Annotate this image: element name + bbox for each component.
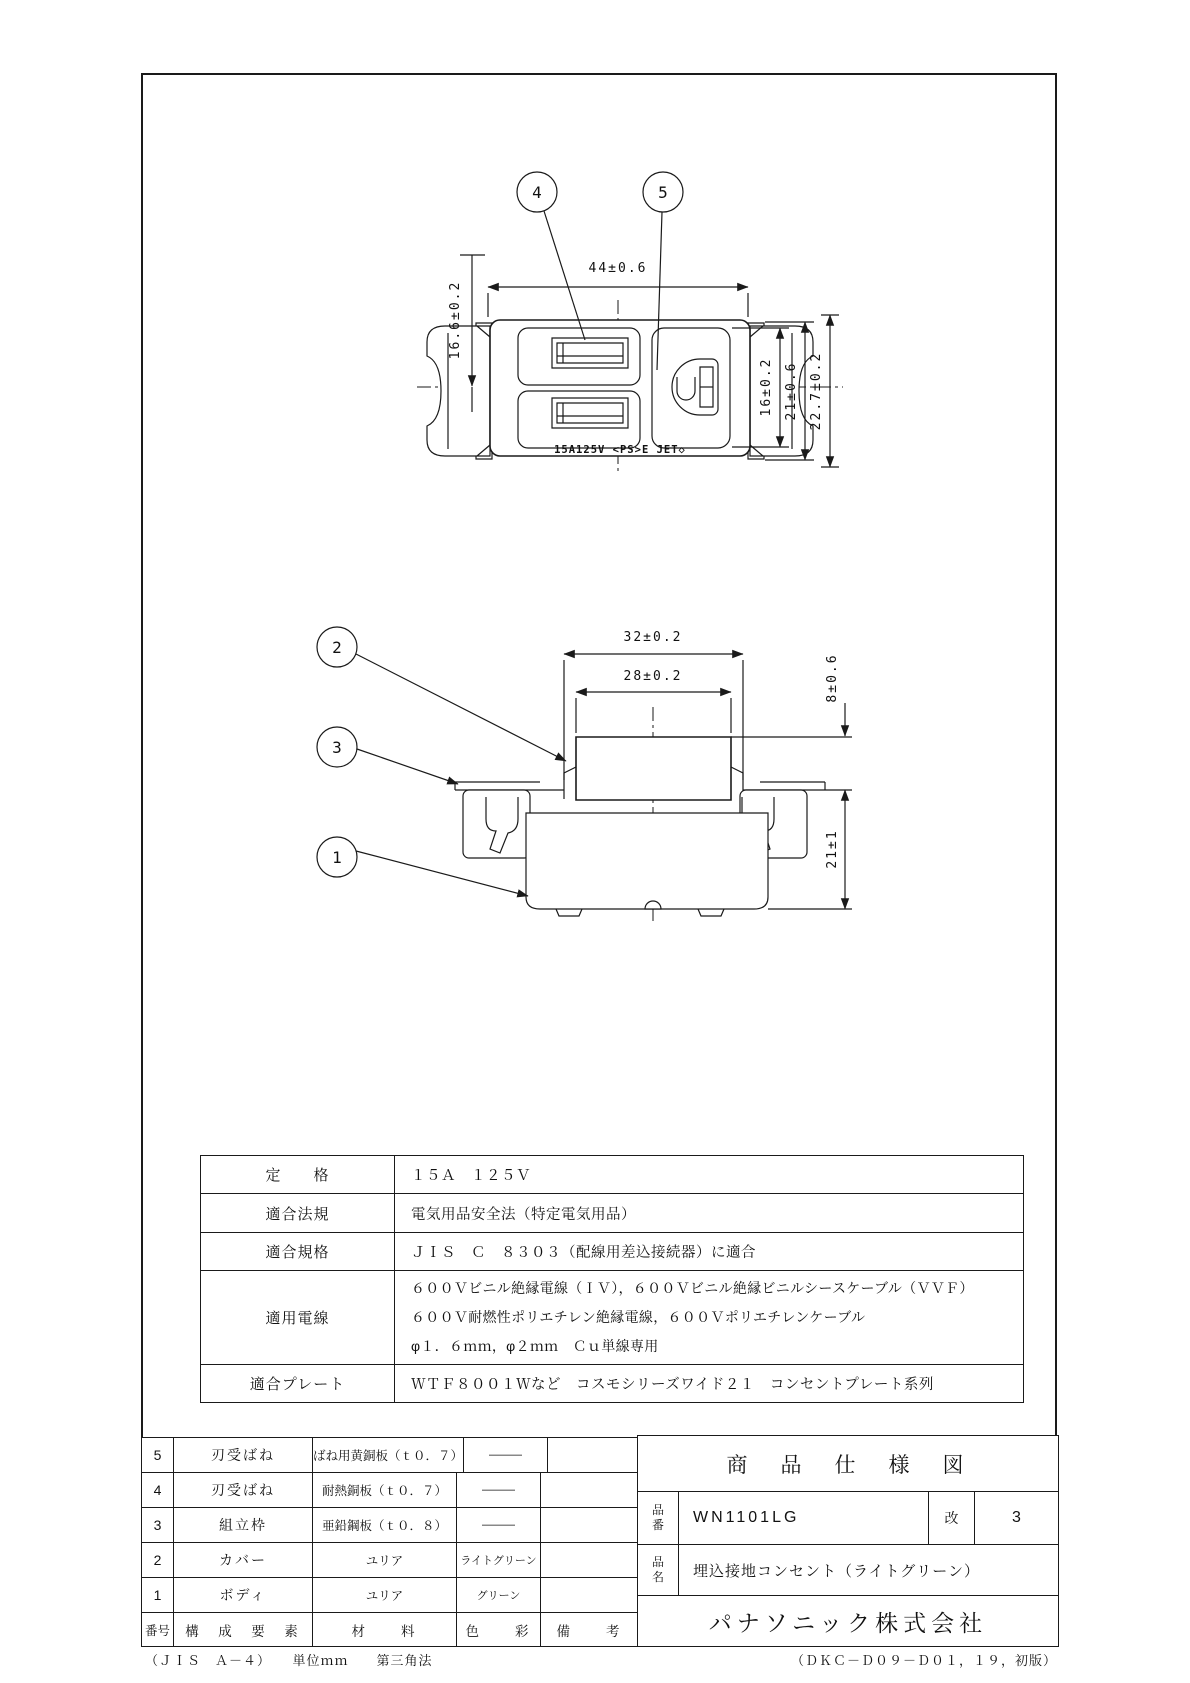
callout-4 bbox=[517, 172, 585, 340]
table-row bbox=[201, 1364, 1023, 1402]
revision-value: 3 bbox=[1012, 1509, 1021, 1526]
table-row bbox=[201, 1156, 1023, 1193]
part-material: 耐熱銅板（ｔ０．７） bbox=[313, 1473, 457, 1507]
spec-value bbox=[395, 1271, 1023, 1364]
spec-label: 適合プレート bbox=[201, 1365, 395, 1402]
svg-text:21±0.6: 21±0.6 bbox=[784, 361, 799, 421]
body-outline bbox=[526, 813, 768, 916]
face-marking-text: 15A125V <PS>E JET◇ bbox=[554, 444, 686, 456]
svg-text:16±0.2: 16±0.2 bbox=[759, 357, 774, 417]
front-view-drawing bbox=[415, 160, 845, 490]
part-number-value: WN1101LG bbox=[693, 1509, 800, 1526]
cover-tab-left bbox=[564, 767, 576, 799]
header-color: 色 彩 bbox=[457, 1613, 541, 1646]
part-material: 亜鉛鋼板（ｔ０．８） bbox=[313, 1508, 457, 1542]
spec-value: 電気用品安全法（特定電気用品） bbox=[411, 1206, 636, 1223]
svg-text:44±0.6: 44±0.6 bbox=[588, 261, 648, 276]
header-material: 材 料 bbox=[313, 1613, 457, 1646]
table-row bbox=[142, 1578, 638, 1613]
part-color: ——— bbox=[464, 1438, 548, 1472]
svg-text:3: 3 bbox=[332, 738, 342, 757]
parts-table bbox=[141, 1437, 639, 1647]
part-material: ユリア bbox=[313, 1578, 457, 1612]
spec-value: ＪＩＳ Ｃ ８３０３（配線用差込接続器）に適合 bbox=[411, 1245, 756, 1261]
part-component: ボディ bbox=[174, 1578, 313, 1612]
part-number-label-text: 品番 bbox=[651, 1503, 664, 1532]
product-name-value: 埋込接地コンセント（ライトグリーン） bbox=[693, 1562, 980, 1580]
footer-standard-note: （ＪＩＳ Ａ－４） 単位ｍｍ 第三角法 bbox=[145, 1654, 433, 1669]
svg-text:16.6±0.2: 16.6±0.2 bbox=[448, 280, 463, 360]
table-row bbox=[201, 1232, 1023, 1270]
side-view-drawing bbox=[300, 575, 860, 895]
mounting-claw-left bbox=[463, 790, 530, 858]
header-remarks: 備 考 bbox=[556, 1623, 623, 1639]
spec-table bbox=[200, 1155, 1024, 1403]
svg-text:2: 2 bbox=[332, 638, 342, 657]
company-name: パナソニック株式会社 bbox=[708, 1609, 988, 1636]
dim-height-22-7 bbox=[809, 315, 839, 467]
svg-text:4: 4 bbox=[532, 183, 542, 202]
spec-label: 適用電線 bbox=[201, 1271, 395, 1364]
table-row bbox=[201, 1270, 1023, 1364]
spec-value-line: ６００Ｖ耐燃性ポリエチレン絶縁電線，６００Ｖポリエチレンケーブル bbox=[411, 1309, 866, 1325]
part-color: ——— bbox=[457, 1508, 541, 1542]
svg-text:28±0.2: 28±0.2 bbox=[623, 669, 683, 684]
table-row bbox=[142, 1508, 638, 1543]
callout-3 bbox=[317, 727, 458, 784]
part-color: ——— bbox=[457, 1473, 541, 1507]
product-name-label bbox=[638, 1545, 679, 1595]
footer-document-number: （ＤＫＣ－Ｄ０９－Ｄ０１，１９，初版） bbox=[790, 1654, 1057, 1669]
blade-slot-lower bbox=[552, 398, 628, 428]
product-name-row bbox=[638, 1545, 1058, 1596]
part-remarks bbox=[541, 1508, 638, 1542]
svg-text:1: 1 bbox=[332, 848, 342, 867]
svg-text:8±0.6: 8±0.6 bbox=[825, 653, 840, 703]
spec-value-line: φ１．６ｍｍ，φ２ｍｍ Ｃｕ単線専用 bbox=[411, 1338, 659, 1354]
table-header-row bbox=[142, 1613, 638, 1646]
dim-height-8 bbox=[731, 653, 852, 737]
part-component: 組立枠 bbox=[174, 1508, 313, 1542]
part-remarks bbox=[541, 1473, 638, 1507]
part-remarks bbox=[541, 1578, 638, 1612]
svg-text:22.7±0.2: 22.7±0.2 bbox=[809, 351, 824, 431]
spec-value: ＷＴＦ８００１Ｗなど コスモシリーズワイド２１ コンセントプレート系列 bbox=[411, 1377, 934, 1393]
part-remarks bbox=[548, 1438, 638, 1472]
part-color: グリーン bbox=[457, 1578, 541, 1612]
spec-label: 定 格 bbox=[201, 1156, 395, 1193]
spec-value: １５Ａ １２５Ｖ bbox=[411, 1168, 531, 1184]
svg-text:5: 5 bbox=[658, 183, 668, 202]
spec-label: 適合規格 bbox=[201, 1233, 395, 1270]
part-no: 2 bbox=[142, 1543, 174, 1577]
part-material: ばね用黄銅板（ｔ０．７） bbox=[313, 1438, 464, 1472]
svg-text:21±1: 21±1 bbox=[825, 829, 840, 869]
svg-text:32±0.2: 32±0.2 bbox=[623, 630, 683, 645]
part-component: 刃受ばね bbox=[174, 1438, 313, 1472]
header-component: 構 成 要 素 bbox=[174, 1613, 313, 1646]
title-block bbox=[637, 1435, 1059, 1647]
part-no: 4 bbox=[142, 1473, 174, 1507]
part-no: 3 bbox=[142, 1508, 174, 1542]
part-component: 刃受ばね bbox=[174, 1473, 313, 1507]
table-row bbox=[201, 1193, 1023, 1232]
cover-outline bbox=[576, 737, 731, 800]
part-no: 5 bbox=[142, 1438, 174, 1472]
part-number-row bbox=[638, 1492, 1058, 1545]
dim-width-28 bbox=[576, 669, 731, 733]
part-remarks bbox=[541, 1543, 638, 1577]
part-component: カバー bbox=[174, 1543, 313, 1577]
product-name-label-text: 品名 bbox=[651, 1555, 664, 1584]
part-color: ライトグリーン bbox=[457, 1543, 541, 1577]
header-no: 番号 bbox=[142, 1613, 174, 1646]
spec-label: 適合法規 bbox=[201, 1194, 395, 1232]
part-material: ユリア bbox=[313, 1543, 457, 1577]
part-no: 1 bbox=[142, 1578, 174, 1612]
table-row bbox=[142, 1438, 638, 1473]
spec-value-line: ６００Ｖビニル絶縁電線（ＩＶ），６００Ｖビニル絶縁ビニルシースケーブル（ＶＶＦ） bbox=[411, 1280, 974, 1296]
callout-2 bbox=[317, 627, 566, 761]
table-row bbox=[142, 1543, 638, 1578]
blade-slot-upper bbox=[552, 338, 628, 368]
table-row bbox=[142, 1473, 638, 1508]
revision-label: 改 bbox=[928, 1492, 975, 1544]
part-number-label bbox=[638, 1492, 679, 1544]
sheet-title: 商 品 仕 様 図 bbox=[638, 1436, 1058, 1492]
